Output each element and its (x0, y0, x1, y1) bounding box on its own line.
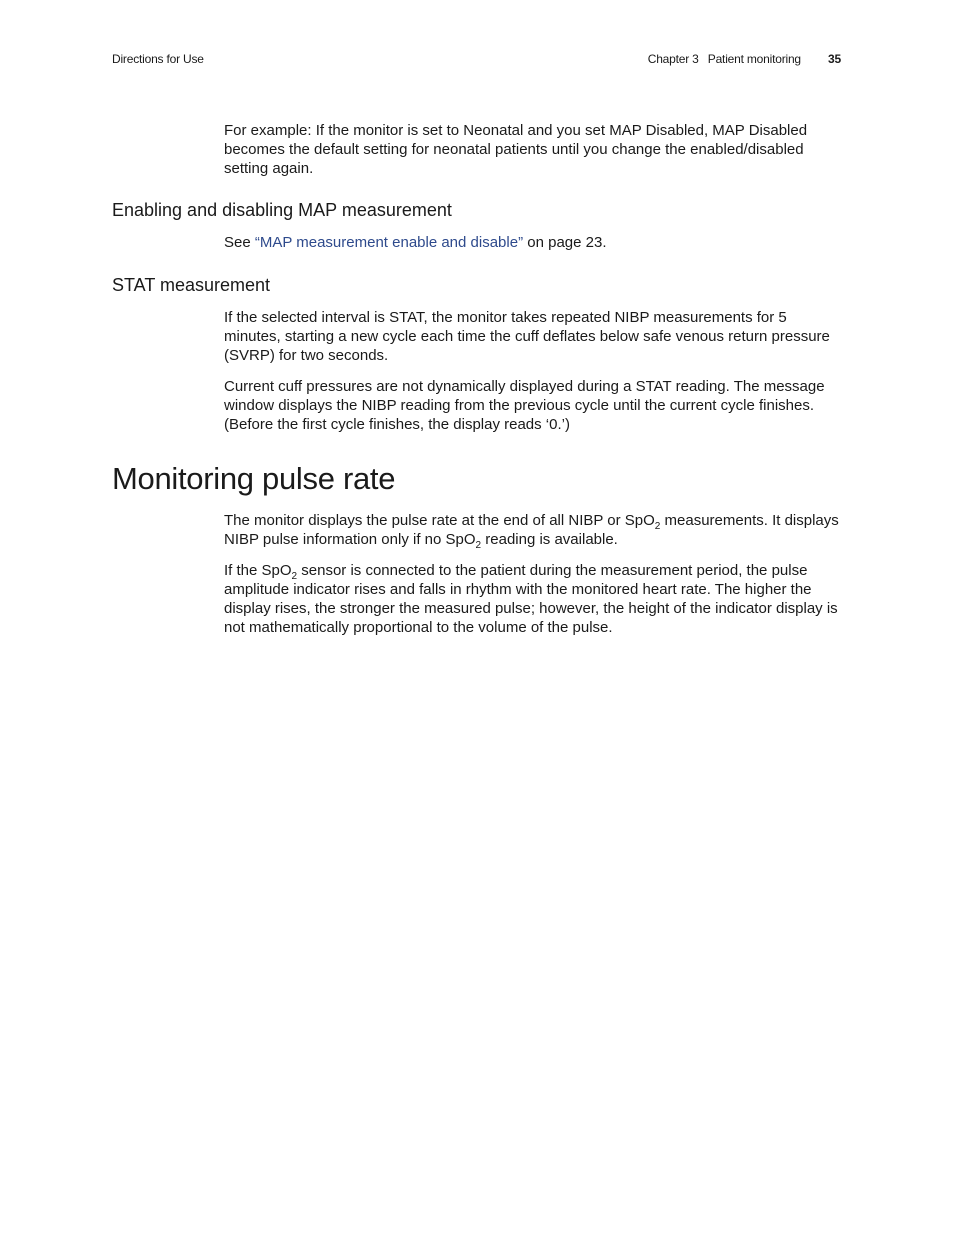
pulse-p2-text-a: If the SpO (224, 562, 292, 579)
cross-reference-link[interactable]: “MAP measurement enable and disable” (254, 234, 524, 251)
pulse-p1-text-c: reading is available. (481, 531, 618, 548)
pulse-paragraph-2 (224, 561, 842, 637)
pulse-p2-text-b: sensor is connected to the patient during the measurement period, the pulse amplitude indicator rises and falls in rhythm with the monitored heart rate. The higher the display rises, the stronger the measured pulse; however, the height of the indicator display is not mathematically proportional to the volume of the pulse. (224, 562, 838, 636)
see-prefix: See (224, 234, 255, 251)
intro-paragraph: For example: If the monitor is set to Neonatal and you set MAP Disabled, MAP Disabled becomes the default setting for neonatal patients until you change the enabled/disabled setting again. (224, 122, 808, 177)
pulse-section-heading: Monitoring pulse rate (112, 461, 396, 496)
map-section-body (224, 233, 842, 252)
map-section-heading: Enabling and disabling MAP measurement (112, 200, 452, 220)
intro-block (224, 121, 842, 178)
pulse-p1-text-b: measurements. It displays NIBP pulse information only if no SpO (224, 512, 839, 548)
stat-section-heading: STAT measurement (112, 275, 271, 295)
subscript-2: 2 (291, 571, 298, 582)
pulse-section-body-2 (224, 561, 842, 637)
page-number: 35 (828, 52, 841, 66)
running-header (112, 52, 841, 70)
stat-section-body-2 (224, 377, 842, 434)
pulse-section-body (224, 511, 842, 549)
chapter-title: Patient monitoring (707, 52, 801, 66)
subscript-2: 2 (654, 521, 661, 532)
stat-paragraph-2: Current cuff pressures are not dynamically displayed during a STAT reading. The message window displays the NIBP reading from the previous cycle until the current cycle finishes. (Before the first cycle finishes, the display reads ‘0.’) (224, 378, 825, 433)
document-title: Directions for Use (112, 52, 204, 66)
subscript-2: 2 (475, 540, 482, 551)
pulse-p1-text-a: The monitor displays the pulse rate at the end of all NIBP or SpO (224, 512, 655, 529)
map-see-paragraph (224, 233, 842, 252)
stat-section-body (224, 308, 842, 365)
pulse-paragraph-1 (224, 511, 842, 549)
chapter-number: Chapter 3 (647, 52, 699, 66)
stat-paragraph-1: If the selected interval is STAT, the monitor takes repeated NIBP measurements for 5 minutes, starting a new cycle each time the cuff deflates below safe venous return pressure (SVRP) for two seconds. (224, 309, 830, 364)
see-suffix: on page 23. (523, 234, 607, 251)
chapter-info (648, 52, 841, 66)
